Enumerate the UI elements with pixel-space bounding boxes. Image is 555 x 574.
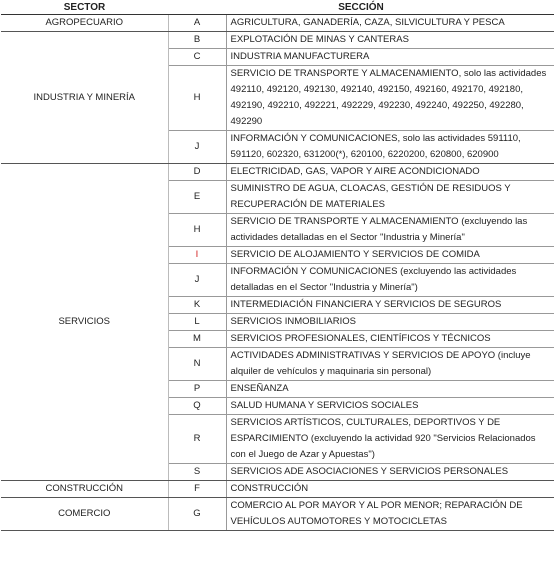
- section-description: COMERCIO AL POR MAYOR Y AL POR MENOR; REPARACIÓN DE VEHÍCULOS AUTOMOTORES Y MOTOCICLETAS: [226, 498, 554, 531]
- section-letter: N: [168, 348, 226, 381]
- section-letter: K: [168, 297, 226, 314]
- section-letter: A: [168, 15, 226, 32]
- header-row: [1, 1, 554, 15]
- section-letter: F: [168, 481, 226, 498]
- section-letter: D: [168, 164, 226, 181]
- section-description: INFORMACIÓN Y COMUNICACIONES, solo las actividades 591110, 591120, 602320, 631200(*), 620100, 6220200, 620800, 620900: [226, 131, 554, 164]
- sector-agropecuario: AGROPECUARIO: [1, 15, 168, 32]
- section-letter: I: [168, 247, 226, 264]
- section-description: SERVICIOS ADE ASOCIACIONES Y SERVICIOS PERSONALES: [226, 464, 554, 481]
- header-sector: SECTOR: [1, 1, 168, 15]
- section-description: ELECTRICIDAD, GAS, VAPOR Y AIRE ACONDICIONADO: [226, 164, 554, 181]
- header-seccion: SECCIÓN: [168, 1, 554, 15]
- section-description: SERVICIO DE TRANSPORTE Y ALMACENAMIENTO, solo las actividades 492110, 492120, 492130, 492140, 492150, 492160, 492170, 492180, 492190, 492210, 492221, 492229, 492230, 492240, 492250, 492280, 492290: [226, 66, 554, 131]
- section-description: SERVICIOS ARTÍSTICOS, CULTURALES, DEPORTIVOS Y DE ESPARCIMIENTO (excluyendo la actividad 920 "Servicios Relacionados con el Juego de Azar y Apuestas"): [226, 415, 554, 464]
- section-description: SUMINISTRO DE AGUA, CLOACAS, GESTIÓN DE RESIDUOS Y RECUPERACIÓN DE MATERIALES: [226, 181, 554, 214]
- sector-industria-mineria: INDUSTRIA Y MINERÍA: [1, 32, 168, 164]
- section-letter: Q: [168, 398, 226, 415]
- section-description: INDUSTRIA MANUFACTURERA: [226, 49, 554, 66]
- section-description: SERVICIOS PROFESIONALES, CIENTÍFICOS Y TÉCNICOS: [226, 331, 554, 348]
- section-description: SERVICIO DE TRANSPORTE Y ALMACENAMIENTO (excluyendo las actividades detalladas en el Sector "Industria y Minería": [226, 214, 554, 247]
- table-row: [1, 164, 554, 181]
- section-description: SERVICIO DE ALOJAMIENTO Y SERVICIOS DE COMIDA: [226, 247, 554, 264]
- section-description: CONSTRUCCIÓN: [226, 481, 554, 498]
- sector-servicios: SERVICIOS: [1, 164, 168, 481]
- section-description: AGRICULTURA, GANADERÍA, CAZA, SILVICULTURA Y PESCA: [226, 15, 554, 32]
- sector-table: [1, 1, 554, 531]
- section-letter: G: [168, 498, 226, 531]
- section-letter: M: [168, 331, 226, 348]
- section-letter: S: [168, 464, 226, 481]
- table-row: [1, 498, 554, 531]
- section-description: ENSEÑANZA: [226, 381, 554, 398]
- table-row: [1, 481, 554, 498]
- section-letter: P: [168, 381, 226, 398]
- section-letter: J: [168, 264, 226, 297]
- table-row: [1, 32, 554, 49]
- section-letter: H: [168, 214, 226, 247]
- section-description: INFORMACIÓN Y COMUNICACIONES (excluyendo las actividades detalladas en el Sector "Industria y Minería"): [226, 264, 554, 297]
- section-letter: C: [168, 49, 226, 66]
- section-letter: E: [168, 181, 226, 214]
- section-description: EXPLOTACIÓN DE MINAS Y CANTERAS: [226, 32, 554, 49]
- section-letter: R: [168, 415, 226, 464]
- section-letter: B: [168, 32, 226, 49]
- section-description: SERVICIOS INMOBILIARIOS: [226, 314, 554, 331]
- sector-comercio: COMERCIO: [1, 498, 168, 531]
- section-letter: J: [168, 131, 226, 164]
- section-description: ACTIVIDADES ADMINISTRATIVAS Y SERVICIOS DE APOYO (incluye alquiler de vehículos y maquinaria sin personal): [226, 348, 554, 381]
- section-description: SALUD HUMANA Y SERVICIOS SOCIALES: [226, 398, 554, 415]
- section-letter: L: [168, 314, 226, 331]
- sector-construccion: CONSTRUCCIÓN: [1, 481, 168, 498]
- section-description: INTERMEDIACIÓN FINANCIERA Y SERVICIOS DE SEGUROS: [226, 297, 554, 314]
- section-letter: H: [168, 66, 226, 131]
- table-row: [1, 15, 554, 32]
